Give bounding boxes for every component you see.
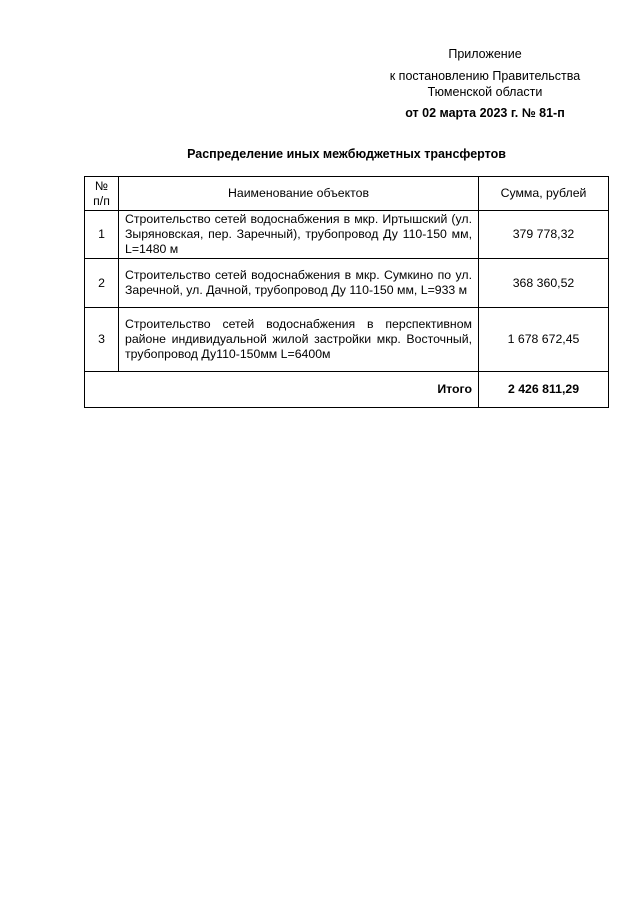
document-title: Распределение иных межбюджетных трансфертов [187,147,506,161]
total-label: Итого [85,372,479,408]
appendix-label: Приложение [448,47,522,61]
table-row [85,211,609,259]
column-header-num: № п/п [85,177,119,211]
region-name: Тюменской области [427,85,543,99]
total-sum: 2 426 811,29 [479,372,609,408]
row-name: Строительство сетей водоснабжения в мкр. Сумкино по ул. Заречной, ул. Дачной, трубопровод Ду 110-150 мм, L=933 м [119,259,479,308]
column-header-name: Наименование объектов [119,177,479,211]
row-sum: 1 678 672,45 [479,308,609,372]
resolution-reference: к постановлению Правительства [389,69,581,83]
row-num: 3 [85,308,119,372]
row-num: 1 [85,211,119,259]
table-header-row [85,177,609,211]
row-num: 2 [85,259,119,308]
row-name: Строительство сетей водоснабжения в мкр. Иртышский (ул. Зыряновская, пер. Заречный), трубопровод Ду 110-150 мм, L=1480 м [119,211,479,259]
row-name: Строительство сетей водоснабжения в перспективном районе индивидуальной жилой застройки мкр. Восточный, трубопровод Ду110-150мм L=6400м [119,308,479,372]
row-sum: 379 778,32 [479,211,609,259]
table-row [85,308,609,372]
total-row [85,372,609,408]
table-row [85,259,609,308]
transfers-table [84,176,609,408]
column-header-sum: Сумма, рублей [479,177,609,211]
appendix-header [340,46,630,121]
row-sum: 368 360,52 [479,259,609,308]
resolution-date: от 02 марта 2023 г. № 81-п [405,106,565,120]
